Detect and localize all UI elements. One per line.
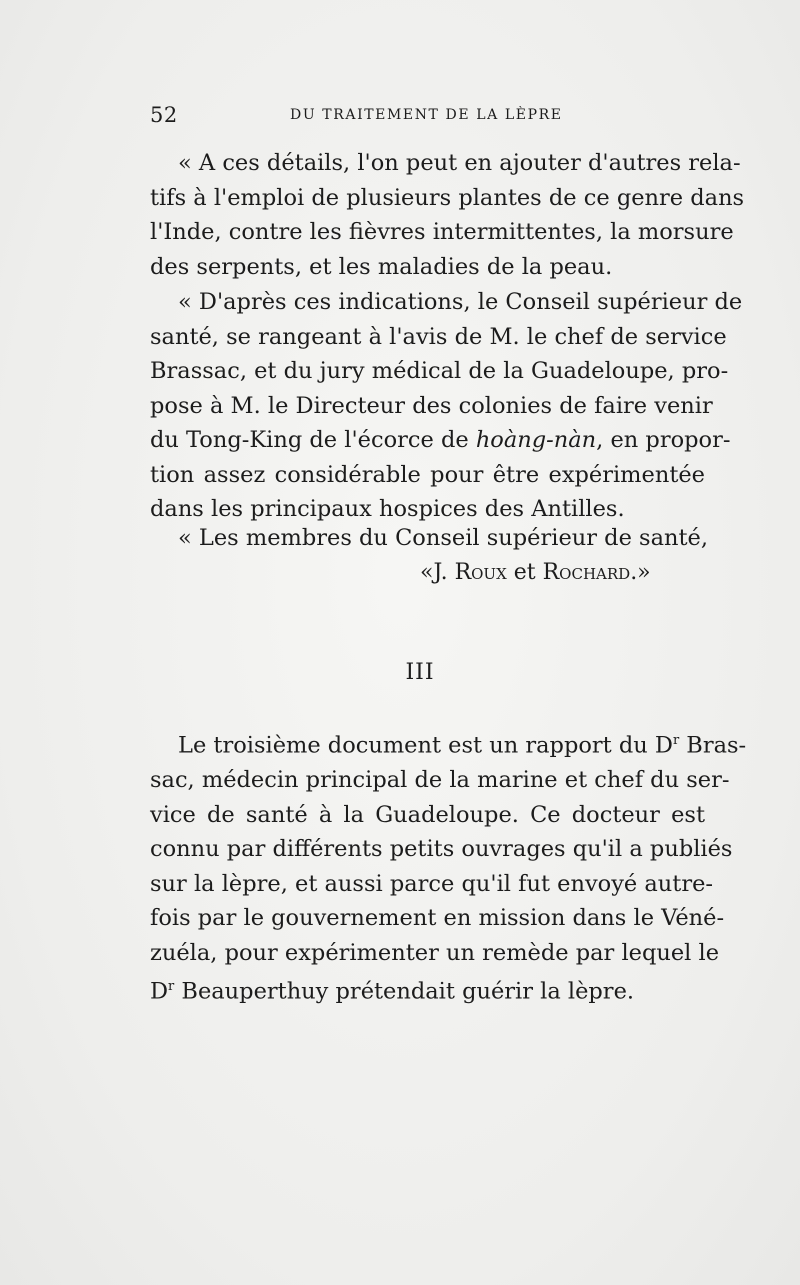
text-line: sur la lèpre, et aussi parce qu'il fut envoyé autre- [150, 870, 713, 897]
section-number: III [405, 660, 435, 685]
text-line: connu par différents petits ouvrages qu'il a publiés [150, 836, 733, 862]
text-run: , en propor- [596, 427, 731, 453]
paragraph-1 [150, 146, 745, 284]
text-line: des serpents, et les maladies de la peau. [150, 253, 613, 280]
running-head: DU TRAITEMENT DE LA LÈPRE [290, 107, 563, 123]
text-line: Brassac, et du jury médical de la Guadeloupe, pro- [150, 358, 729, 384]
text-line: l'Inde, contre les fièvres intermittentes, la morsure [150, 219, 734, 245]
text-line: pose à M. le Directeur des colonies de faire venir [150, 392, 713, 419]
paragraph-3 [150, 521, 708, 556]
text-line: santé, se rangeant à l'avis de M. le chef de service [150, 323, 727, 350]
text-line: vice de santé à la Guadeloupe. Ce docteur est [150, 801, 705, 828]
text-run: D [150, 978, 169, 1005]
signature [420, 560, 651, 585]
page-number: 52 [150, 103, 178, 127]
text-run: Beauperthuy prétendait guérir la lèpre. [174, 978, 635, 1005]
text-line-with-superscript [150, 724, 747, 763]
text-line-with-italic [150, 423, 731, 458]
text-line: tifs à l'emploi de plusieurs plantes de ce genre dans [150, 184, 745, 211]
text-line-with-superscript [150, 970, 705, 1009]
text-line: « Les membres du Conseil supérieur de santé, [178, 525, 708, 551]
text-line: tion assez considérable pour être expérimentée [150, 461, 705, 488]
superscript: r [168, 979, 175, 994]
text-run: du Tong-King de l'écorce de [150, 427, 476, 453]
italic-term: hoàng-nàn [475, 427, 597, 453]
text-run: Le troisième document est un rapport du D [178, 732, 673, 759]
text-line: fois par le gouvernement en mission dans le Véné- [150, 905, 725, 931]
text-line: « D'après ces indications, le Conseil supérieur de [178, 289, 743, 315]
text-line: « A ces détails, l'on peut en ajouter d'autres rela- [178, 150, 741, 176]
text-line: dans les principaux hospices des Antilles. [150, 496, 625, 522]
signatory-roux: Roux [454, 560, 507, 585]
text-line: sac, médecin principal de la marine et chef du ser- [150, 767, 730, 793]
signature-conjunction: et [506, 560, 543, 585]
paragraph-4 [150, 724, 747, 1009]
text-run: Bras- [679, 732, 747, 759]
signature-prefix: «J. [420, 560, 455, 585]
signatory-rochard: Rochard [542, 560, 631, 585]
superscript: r [672, 733, 680, 748]
page-header [150, 103, 710, 131]
text-line: zuéla, pour expérimenter un remède par lequel le [150, 939, 720, 966]
paragraph-2 [150, 285, 743, 527]
signature-suffix: .» [630, 560, 651, 585]
